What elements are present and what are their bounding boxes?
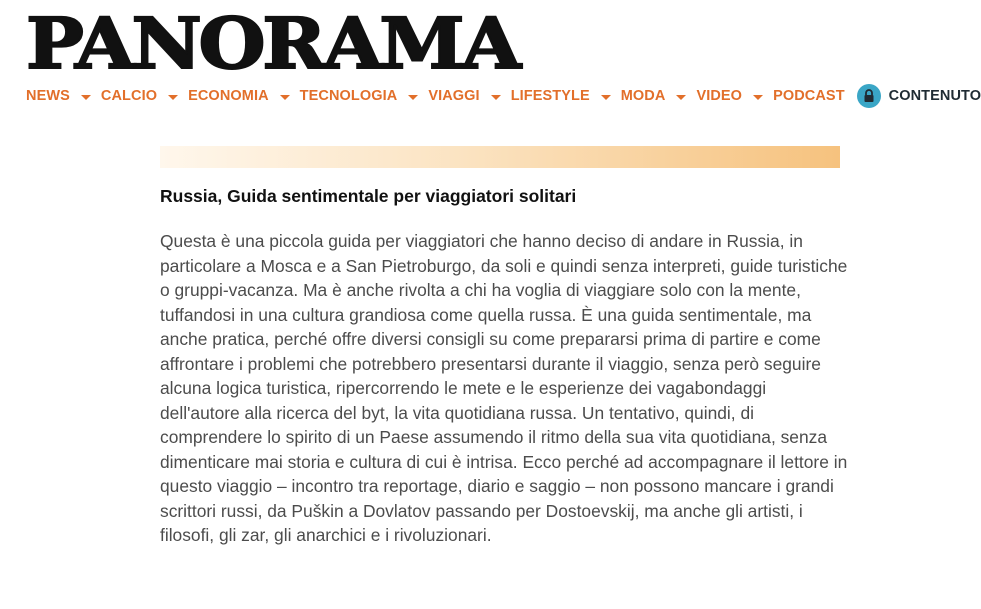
nav-item-label: PODCAST: [773, 88, 845, 104]
nav-item-label: TECNOLOGIA: [299, 88, 398, 104]
nav-item-economia[interactable]: [188, 88, 300, 104]
nav-item-podcast[interactable]: [773, 88, 845, 104]
nav-item-label: LIFESTYLE: [510, 88, 590, 104]
nav-item-label: CONTENUTO: [888, 88, 981, 104]
nav-item-lifestyle[interactable]: [511, 88, 621, 104]
nav-item-calcio[interactable]: [101, 88, 188, 104]
article-title: Russia, Guida sentimentale per viaggiatori solitari: [160, 186, 577, 206]
nav-item-video[interactable]: [696, 88, 773, 104]
chevron-down-icon[interactable]: [601, 95, 611, 100]
chevron-down-icon[interactable]: [168, 95, 178, 100]
chevron-down-icon[interactable]: [81, 95, 91, 100]
gradient-banner: [160, 146, 840, 168]
nav-item-label: ECONOMIA: [188, 88, 269, 104]
nav-item-label: NEWS: [26, 88, 70, 104]
nav-item-label: CALCIO: [100, 88, 158, 104]
article-body: Questa è una piccola guida per viaggiatori che hanno deciso di andare in Russia, in particolare a Mosca e a San Pietroburgo, da soli e quindi senza interpreti, guide turistiche o gruppi-vacanza. Ma è anche rivolta a chi ha voglia di viaggiare solo con la mente, tuffandosi in una cultura grandiosa come quella russa. È una guida sentimentale, ma anche pratica, perché offre diversi consigli su come prepararsi prima di partire e come affrontare i problemi che potrebbero presentarsi durante il viaggio, senza però seguire alcuna logica turistica, ripercorrendo le mete e le esperienze dei vagabondaggi dell'autore alla ricerca del byt, la vita quotidiana russa. Un tentativo, quindi, di comprendere lo spirito di un Paese assumendo il ritmo della sua vita quotidiana, senza dimenticare mai storia e cultura di cui è intrisa. Ecco perché ad accompagnare il lettore in questo viaggio – incontro tra reportage, diario e saggio – non possono mancare i grandi scrittori russi, da Puškin a Dovlatov passando per Dostoevskij, ma anche gli artisti, i filosofi, gli zar, gli anarchici e i rivoluzionari.: [160, 231, 848, 545]
nav-item-tecnologia[interactable]: [300, 88, 429, 104]
nav-item-label: VIAGGI: [428, 88, 480, 104]
main-nav: [26, 85, 981, 107]
chevron-down-icon[interactable]: [280, 95, 290, 100]
chevron-down-icon[interactable]: [753, 95, 763, 100]
nav-item-news[interactable]: [26, 88, 101, 104]
nav-item-moda[interactable]: [621, 88, 697, 104]
chevron-down-icon[interactable]: [491, 95, 501, 100]
nav-item-contenuto[interactable]: [857, 84, 981, 108]
site-logo[interactable]: PANORAMA: [26, 2, 518, 85]
nav-item-viaggi[interactable]: [428, 88, 510, 104]
nav-item-label: VIDEO: [696, 88, 743, 104]
nav-item-label: MODA: [620, 88, 666, 104]
lock-icon: [857, 84, 881, 108]
chevron-down-icon[interactable]: [408, 95, 418, 100]
chevron-down-icon[interactable]: [676, 95, 686, 100]
